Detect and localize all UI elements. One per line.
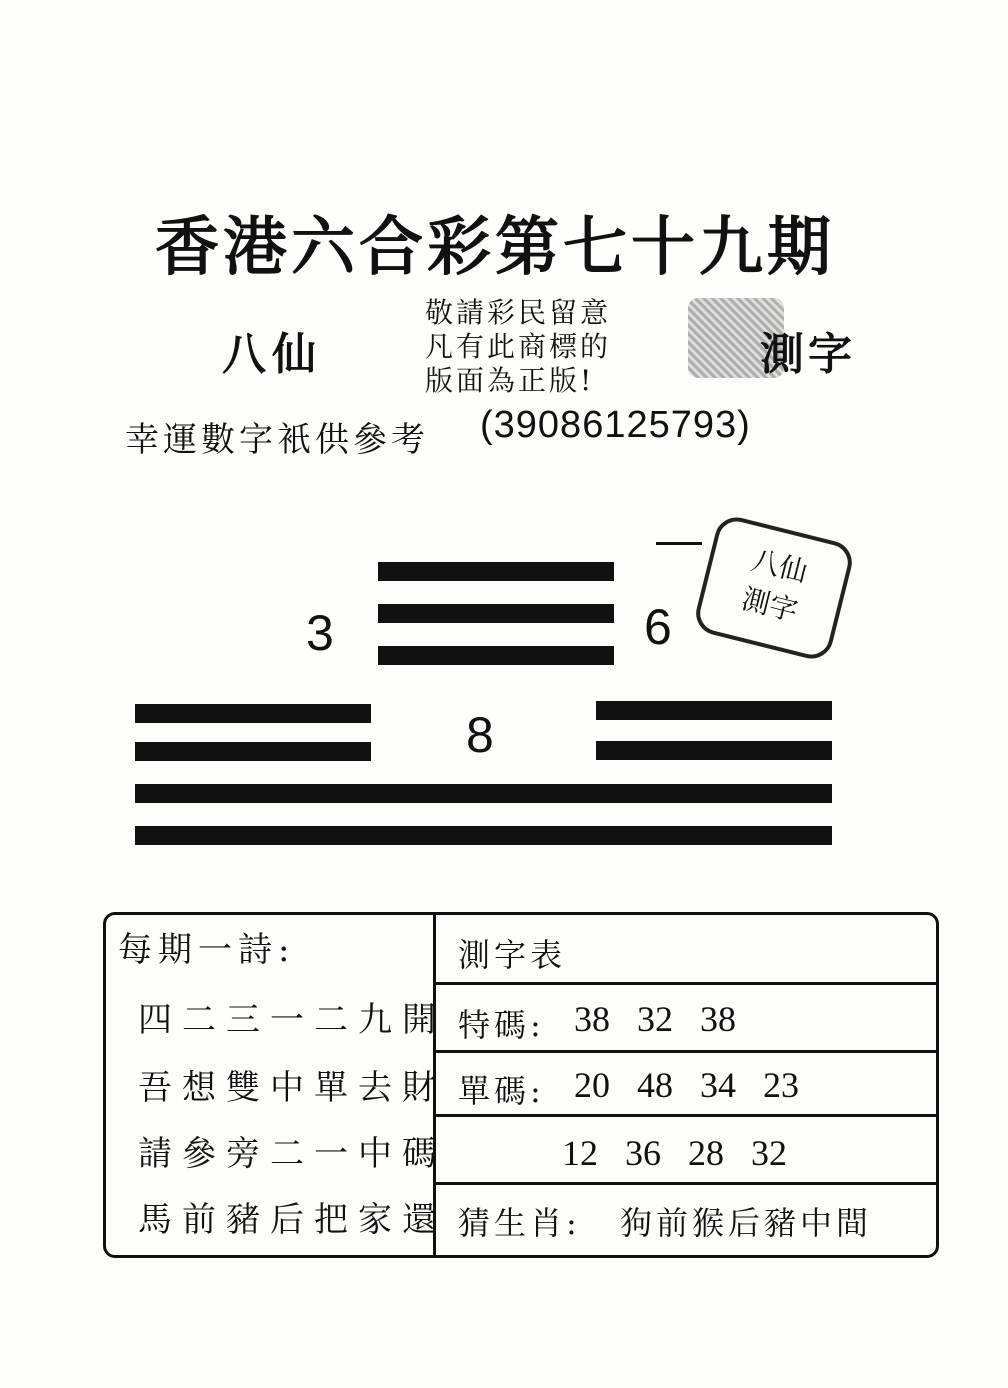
lower-left-bar bbox=[135, 704, 371, 723]
special-number-label: 特碼: bbox=[458, 1006, 545, 1044]
lower-left-bar bbox=[135, 742, 371, 761]
stray-dash bbox=[656, 542, 702, 545]
upper-trigram-bar bbox=[378, 562, 614, 581]
zodiac-value: 狗前猴后豬中間 bbox=[620, 1204, 873, 1242]
row-divider bbox=[436, 1182, 936, 1185]
single-numbers-continued: 12 36 28 32 bbox=[562, 1133, 787, 1173]
upper-trigram-bar bbox=[378, 604, 614, 623]
upper-trigram-bar bbox=[378, 646, 614, 665]
stamp-line: 測字 bbox=[738, 582, 801, 628]
left-number: 3 bbox=[306, 605, 334, 661]
row-divider bbox=[436, 982, 936, 985]
center-number: 8 bbox=[466, 707, 494, 763]
poem-line: 吾想雙中單去財 bbox=[138, 1068, 446, 1108]
zodiac-label: 猜生肖: bbox=[458, 1204, 581, 1242]
right-number: 6 bbox=[644, 599, 672, 655]
lucky-number: (39086125793) bbox=[480, 404, 751, 446]
lower-right-bar bbox=[596, 741, 832, 760]
poem-line: 四二三一二九開 bbox=[138, 1000, 446, 1040]
notice-line: 版面為正版! bbox=[425, 364, 595, 397]
page-title: 香港六合彩第七十九期 bbox=[155, 210, 835, 285]
poem-line: 馬前豬后把家還 bbox=[138, 1200, 446, 1240]
lower-full-bar bbox=[135, 784, 832, 803]
notice-line: 凡有此商標的 bbox=[425, 330, 612, 363]
authenticity-notice bbox=[425, 296, 611, 398]
stamp-line: 八仙 bbox=[748, 543, 811, 589]
row-divider bbox=[436, 1050, 936, 1053]
lucky-number-label: 幸運數字衹供參考 bbox=[125, 420, 429, 460]
brand-name: 八仙 bbox=[222, 329, 322, 380]
brand-stamp bbox=[692, 513, 857, 663]
poem-line: 請參旁二一中碼 bbox=[138, 1134, 446, 1174]
notice-line: 敬請彩民留意 bbox=[425, 296, 612, 329]
row-divider bbox=[436, 1114, 936, 1117]
single-numbers: 20 48 34 23 bbox=[574, 1065, 799, 1105]
lower-right-bar bbox=[596, 701, 832, 720]
single-number-label: 單碼: bbox=[458, 1072, 545, 1110]
logo-text: 測字 bbox=[760, 329, 856, 380]
lower-full-bar bbox=[135, 826, 832, 845]
special-numbers: 38 32 38 bbox=[574, 999, 736, 1039]
poem-title: 每期一詩: bbox=[118, 930, 296, 970]
table-title: 測字表 bbox=[458, 936, 567, 974]
